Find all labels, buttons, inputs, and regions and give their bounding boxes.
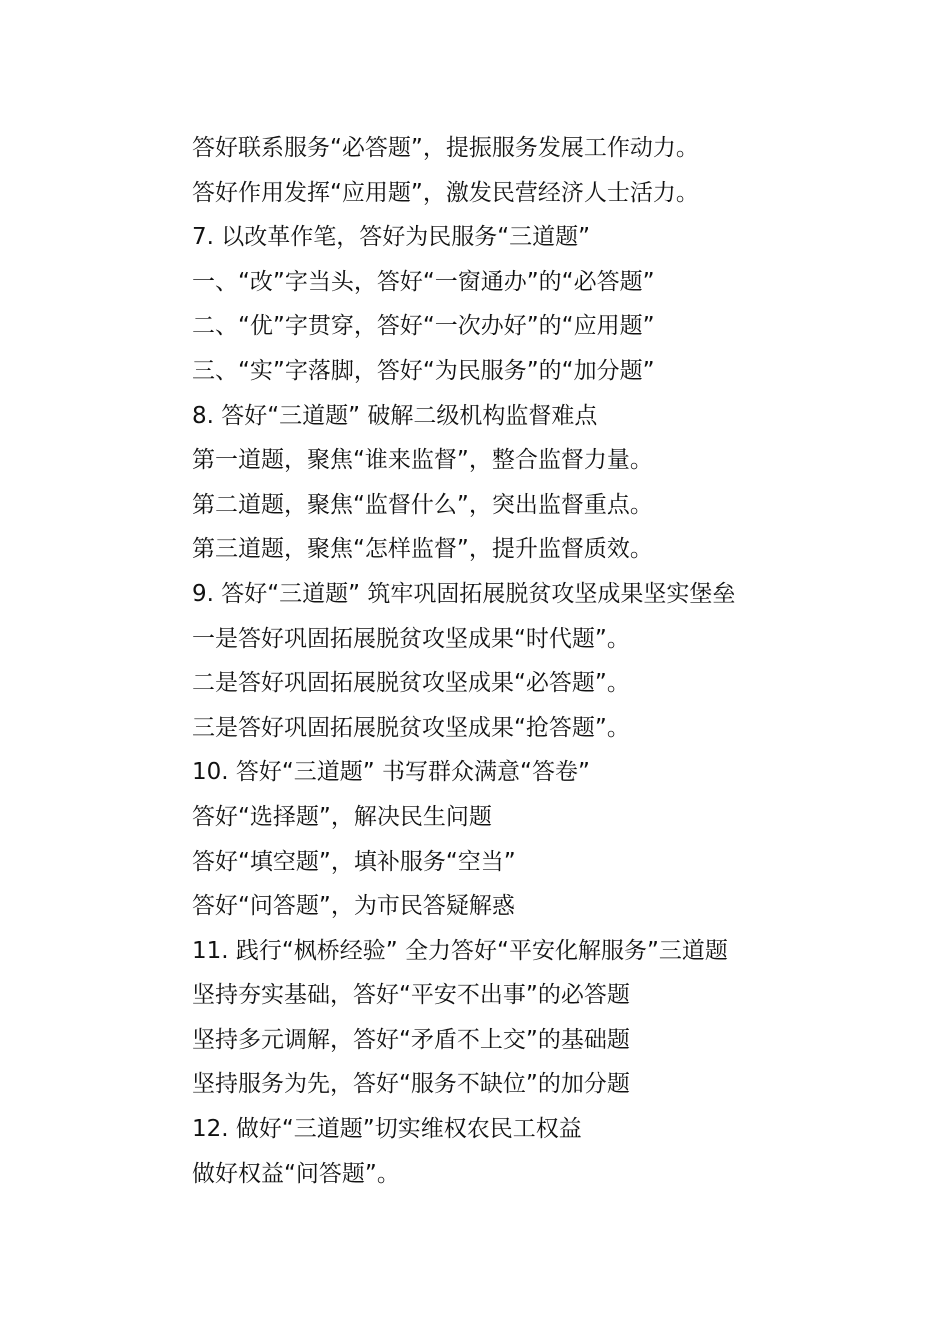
text-line: 做好权益“问答题”。 <box>192 1160 400 1187</box>
text-line: 一是答好巩固拓展脱贫攻坚成果“时代题”。 <box>192 625 630 652</box>
text-line: 一、“改”字当头，答好“一窗通办”的“必答题” <box>192 268 655 295</box>
text-line: 答好“选择题”，解决民生问题 <box>192 803 492 830</box>
text-line: 二、“优”字贯穿，答好“一次办好”的“应用题” <box>192 313 655 340</box>
text-line: 答好“填空题”，填补服务“空当” <box>192 848 516 875</box>
text-line: 二是答好巩固拓展脱贫攻坚成果“必答题”。 <box>192 670 630 697</box>
document-body <box>192 126 832 1196</box>
text-line: 答好“问答题”，为市民答疑解惑 <box>192 893 515 920</box>
text-line: 坚持多元调解，答好“矛盾不上交”的基础题 <box>192 1026 630 1053</box>
section-heading: 10. 答好“三道题” 书写群众满意“答卷” <box>192 759 590 786</box>
text-line: 三、“实”字落脚，答好“为民服务”的“加分题” <box>192 357 655 384</box>
text-line: 坚持夯实基础，答好“平安不出事”的必答题 <box>192 982 630 1009</box>
text-line: 第二道题，聚焦“监督什么”，突出监督重点。 <box>192 491 653 518</box>
section-heading: 11. 践行“枫桥经验” 全力答好“平安化解服务”三道题 <box>192 937 728 964</box>
text-line: 第三道题，聚焦“怎样监督”，提升监督质效。 <box>192 536 653 563</box>
text-line: 三是答好巩固拓展脱贫攻坚成果“抢答题”。 <box>192 714 630 741</box>
section-heading: 12. 做好“三道题”切实维权农民工权益 <box>192 1116 582 1143</box>
text-line: 坚持服务为先，答好“服务不缺位”的加分题 <box>192 1071 630 1098</box>
text-line: 答好作用发挥“应用题”，激发民营经济人士活力。 <box>192 179 699 206</box>
text-line: 第一道题，聚焦“谁来监督”，整合监督力量。 <box>192 447 653 474</box>
section-heading: 9. 答好“三道题” 筑牢巩固拓展脱贫攻坚成果坚实堡垒 <box>192 580 736 607</box>
section-heading: 8. 答好“三道题” 破解二级机构监督难点 <box>192 402 598 429</box>
text-line: 答好联系服务“必答题”，提振服务发展工作动力。 <box>192 135 699 161</box>
section-heading: 7. 以改革作笔，答好为民服务“三道题” <box>192 224 591 251</box>
